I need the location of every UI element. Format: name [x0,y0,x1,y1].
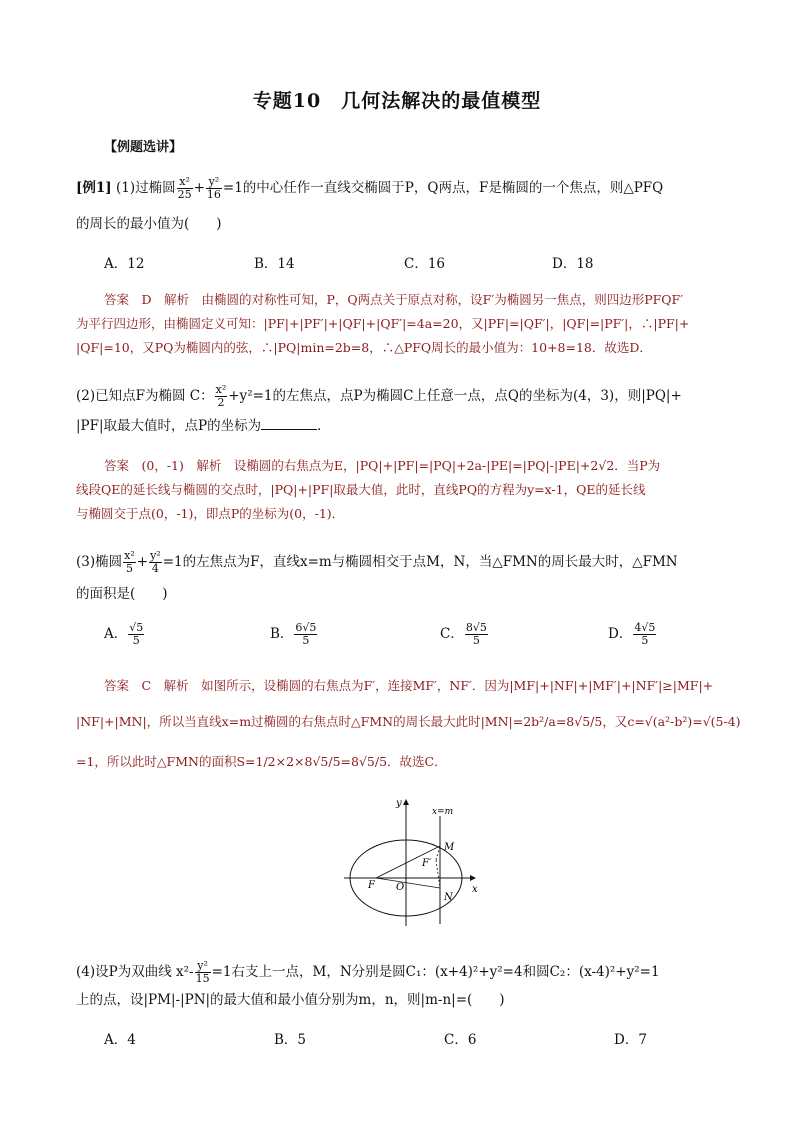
page-title: 专题10 几何法解决的最值模型 [252,90,542,112]
q2-line2: |PF|取最大值时，点P的坐标为 ． [76,418,331,434]
point-F-label: F [368,880,375,891]
q2-answer-line3: 与椭圆交于点(0，-1)，即点P的坐标为(0，-1)． [76,506,345,521]
q3-answer-line2: |NF|+|MN|，所以当直线x=m过椭圆的右焦点时△FMN的周长最大此时|MN|=2b²/a=8√5/5，又c=√(a²-b²)=√(5-4) [76,714,741,729]
q3-line2: 的面积是( ) [76,586,168,602]
q3-answer-line3: =1，所以此时△FMN的面积S=1/2×2×8√5/5=8√5/5．故选C． [76,754,447,769]
example-tag: [例1] [76,180,112,196]
q4-option-c: C．6 [444,1032,477,1048]
q4-option-d: D．7 [614,1032,647,1048]
q1-option-d: D．18 [552,256,594,272]
line-label: x=m [432,807,454,817]
q4-line2: 上的点，设|PM|-|PN|的最大值和最小值分别为m，n，则|m-n|=( ) [76,992,505,1008]
q3-option-a: A． $\frac{√5}{5}$ [104,621,144,647]
q2-line1: (2)已知点F为椭圆 C： $\frac{\text{x²}}{2}$ +y²=1的左焦点，点P为椭圆C上任意一点，点Q的坐标为(4，3)，则|PQ|+ [76,383,682,409]
q1-answer-line2: 为平行四边形，由椭圆定义可知：|PF|+|PF′|+|QF|+|QF′|=4a=20，又|PF|=|QF′|，|QF|=|PF′|，∴|PF|+ [76,316,690,331]
q1-option-b: B．14 [254,256,295,272]
q3-option-b: B． $\frac{6√5}{5}$ [270,621,317,647]
point-M-label: M [444,842,455,853]
ellipse-diagram [340,796,480,928]
q1-line2: 的周长的最小值为( ) [76,216,222,232]
q4-line1: (4)设P为双曲线 x²- $\frac{\text{y²}}{15}$ =1右支上一点，M，N分别是圆C₁：(x+4)²+y²=4和圆C₂：(x-4)²+y²=1 [76,959,660,985]
ellipse-figure [340,796,480,932]
q1-answer-line1: 答案 D 解析 由椭圆的对称性可知，P，Q两点关于原点对称，设F′为椭圆另一焦点，则四边形PFQF′ [104,292,684,307]
q3-option-c: C． $\frac{8√5}{5}$ [440,621,487,647]
q1-text-a: (1)过椭圆 [115,180,176,196]
q3-line1: (3)椭圆 $\frac{\text{x²}}{5}$ + $\frac{\text{y²}}{4}$ =1的左焦点为F，直线x=m与椭圆相交于点M，N，当△FMN的周长最大时，△FMN [76,549,678,575]
fraction: $\frac{\text{y²}}{16}$ [206,175,221,201]
q4-option-a: A．4 [104,1032,136,1048]
q3-answer-line1: 答案 C 解析 如图所示，设椭圆的右焦点为F′，连接MF′，NF′．因为|MF|+|NF|+|MF′|+|NF′|≥|MF|+ [104,678,714,693]
answer-blank [261,429,317,430]
segment-FpN [436,860,440,888]
x-axis-arrow [470,875,476,881]
q1-option-a: A．12 [104,256,145,272]
fraction: $\frac{\text{y²}}{4}$ [150,549,161,575]
fraction: $\frac{\text{y²}}{15}$ [195,959,210,985]
origin-label: O [396,882,405,893]
section-heading: 【例题选讲】 [104,140,183,155]
y-axis-arrow [403,799,409,805]
x-axis-label: x [472,884,478,895]
q1-answer-line3: |QF|=10，又PQ为椭圆内的弦，∴|PQ|min=2b=8，∴△PFQ周长的最小值为：10+8=18．故选D． [76,340,652,355]
fraction: $\frac{\text{x²}}{5}$ [124,549,135,575]
segment-FN [376,878,440,888]
fraction: $\frac{\text{x²}}{25}$ [177,175,192,201]
q1-text-b: =1的中心任作一直线交椭圆于P，Q两点，F是椭圆的一个焦点，则△PFQ [222,180,664,196]
point-Fp-label: F′ [422,858,432,869]
fraction: $\frac{\text{x²}}{2}$ [215,383,227,409]
point-N-label: N [444,892,453,903]
y-axis-label: y [396,798,402,809]
q1-line1: [例1] (1)过椭圆 $\frac{\text{x²}}{25}$ + $\frac{\text{y²}}{16}$ =1的中心任作一直线交椭圆于P，Q两点，F是椭圆的一个焦点，则△PFQ [76,175,664,201]
q2-answer-line1: 答案 (0，-1) 解析 设椭圆的右焦点为E，|PQ|+|PF|=|PQ|+2a-|PE|=|PQ|-|PE|+2√2．当P为 [104,458,661,473]
q4-option-b: B．5 [274,1032,307,1048]
q3-option-d: D． $\frac{4√5}{5}$ [608,621,656,647]
q2-answer-line2: 线段QE的延长线与椭圆的交点时，|PQ|+|PF|取最大值，此时，直线PQ的方程为y=x-1，QE的延长线 [76,482,646,497]
q1-option-c: C．16 [404,256,446,272]
